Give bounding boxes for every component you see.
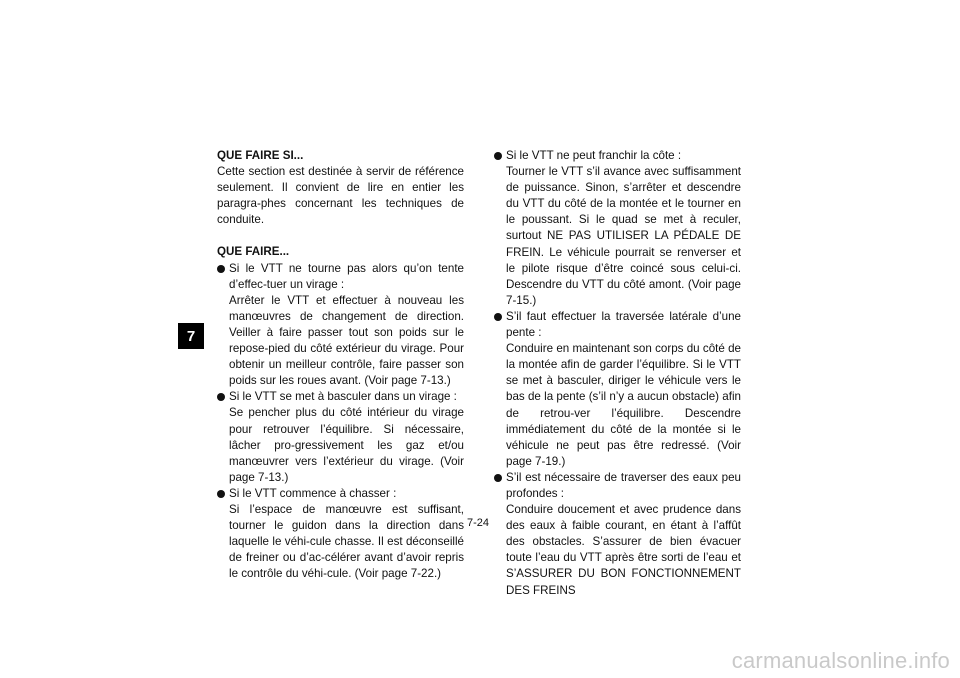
list-item-body: Si l’espace de manœuvre est suffisant, tourner le guidon dans la direction dans laquelle le véhi-cule chasse. Il est déconseillé de freiner ou d’ac-célérer avant d’avoir repris le contrôle du véhi-cule. (Voir page 7-22.) [229,502,464,581]
bullet-icon [217,393,225,401]
bullet-icon [217,265,225,273]
intro-paragraph: Cette section est destinée à servir de référence seulement. Il convient de lire en entier les paragra-phes concernant les techniques de conduite. [217,165,464,227]
section-heading-que-faire: QUE FAIRE... [217,245,290,259]
list-item-body: Conduire doucement et avec prudence dans des eaux à faible courant, en étant à l’affût des obstacles. S’assurer de bien évacuer toute l’eau du VTT après être sorti de l’eau et S’ASSURER DU BON FONCTIONNEMENT DES FREINS [506,503,741,597]
list-item-title: S’il faut effectuer la traversée latérale d’une pente : [506,309,741,340]
list-item [494,148,741,309]
right-column [494,148,741,599]
chapter-tab: 7 [178,323,204,349]
list-item [217,261,464,390]
bullet-icon [217,490,225,498]
list-item-body: Arrêter le VTT et effectuer à nouveau les manœuvres de changement de direction. Veiller à faire passer tout son poids sur le repose-pied du côté extérieur du virage. Pour obtenir un meilleur contrôle, faire passer son poids sur les roues avant. (Voir page 7-13.) [229,293,464,388]
section-heading-que-faire-si: QUE FAIRE SI... [217,149,304,162]
watermark: carmanualsonline.info [731,648,950,673]
spacer [217,228,464,244]
list-item [217,486,464,583]
list-item-title: Si le VTT se met à basculer dans un virage : [229,390,457,404]
list-item-title: S’il est nécessaire de traverser des eaux peu profondes : [506,470,741,500]
list-item-title: Si le VTT ne tourne pas alors qu’on tente d’effec-tuer un virage : [229,261,464,291]
list-item [217,389,464,486]
list-item [494,309,741,470]
bullet-icon [494,313,502,321]
list-item [494,470,741,599]
bullet-icon [494,152,502,160]
left-column [217,148,464,582]
page-number: 7-24 [467,517,490,529]
list-item-title: Si le VTT ne peut franchir la côte : [506,149,682,162]
list-item-body: Conduire en maintenant son corps du côté de la montée afin de garder l’équilibre. Si le VTT se met à basculer, diriger le véhicule vers le bas de la pente (s’il n’y a aucun obstacle) afin de retrou-ver l’équilibre. Descendre immédiatement du côté de la montée si le véhicule ne peut pas être redressé. (Voir page 7-19.) [506,342,741,468]
list-item-body: Se pencher plus du côté intérieur du virage pour retrouver l’équilibre. Si nécessaire, lâcher pro-gressivement les gaz et/ou manœuvrer vers l’extérieur du virage. (Voir page 7-13.) [229,406,464,484]
bullet-icon [494,474,502,482]
list-item-body: Tourner le VTT s’il avance avec suffisamment de puissance. Sinon, s’arrêter et descendre du VTT du côté de la montée et le tourner en le poussant. Si le quad se met à reculer, surtout NE PAS UTILISER LA PÉDALE DE FREIN. Le véhicule pourrait se renverser et le pilote risque d’être coincé sous celui-ci. Descendre du VTT du côté amont. (Voir page 7-15.) [506,165,741,307]
list-item-title: Si le VTT commence à chasser : [229,486,397,500]
